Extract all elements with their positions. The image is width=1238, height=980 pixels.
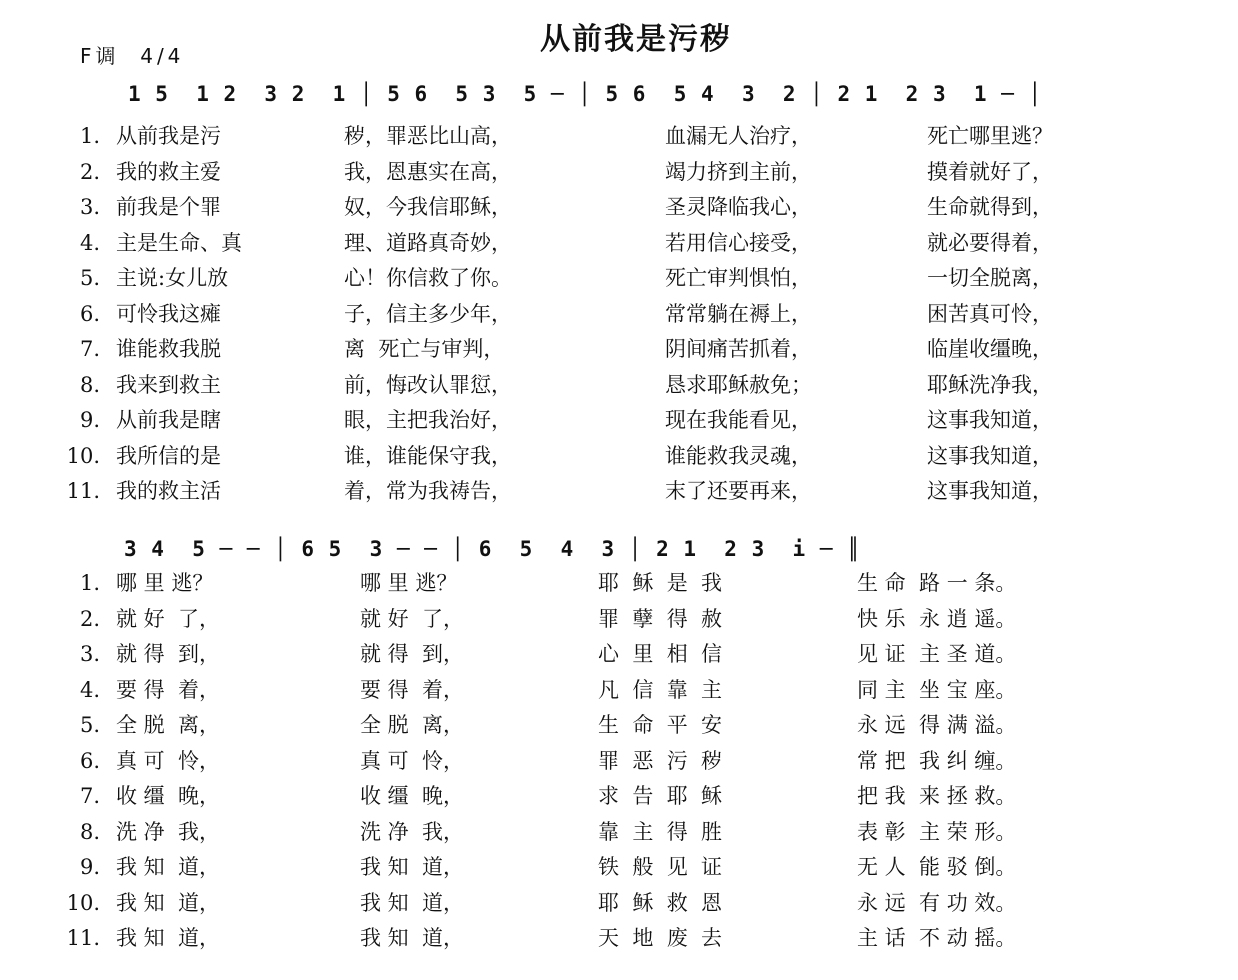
verse-number: 10. <box>66 890 100 915</box>
lyric-phrase: 主是生命、真 <box>116 230 242 255</box>
verse-number: 11. <box>66 926 100 950</box>
verse-row <box>60 297 1180 333</box>
lyric-phrase: 我来到救主 <box>116 372 221 397</box>
lyric-phrase: 全 脱 离， <box>360 713 465 737</box>
notation-line-1: 1 5 1 2 3 2 1 │ 5 6 5 3 5 ─ │ 5 6 5 4 3 2 │ 2 1 2 3 1 ─ │ <box>128 82 1043 106</box>
verses-part-1 <box>60 119 1180 510</box>
lyric-phrase: 我 知 道， <box>360 890 465 915</box>
lyric-phrase: 靠 主 得 胜 <box>598 819 723 844</box>
lyric-phrase: 血漏无人治疗， <box>665 124 812 148</box>
lyric-phrase: 谁能救我脱 <box>116 337 221 361</box>
lyric-phrase: 把 我 来 拯 救。 <box>857 784 1017 808</box>
verse-row <box>60 602 1180 638</box>
lyric-phrase: 困苦真可怜， <box>927 301 1053 326</box>
verse-number: 6. <box>79 748 100 773</box>
lyric-phrase: 我的救主爱 <box>116 159 221 184</box>
lyric-phrase: 竭力挤到主前， <box>665 159 812 184</box>
verse-row <box>60 708 1180 744</box>
verse-number: 4. <box>79 677 100 702</box>
verse-number: 11. <box>66 479 100 503</box>
verse-number: 2. <box>79 159 100 184</box>
lyric-phrase: 就必要得着， <box>927 230 1053 255</box>
verse-row <box>60 439 1180 475</box>
lyric-phrase: 要 得 着， <box>116 677 221 702</box>
verse-number: 9. <box>79 408 100 432</box>
key-signature: F调 4/4 <box>80 44 185 68</box>
lyric-phrase: 我 知 道， <box>116 855 221 879</box>
verse-number: 10. <box>66 443 100 468</box>
lyric-phrase: 洗 净 我， <box>360 819 465 844</box>
lyric-phrase: 可怜我这瘫 <box>116 301 221 326</box>
notation-line-2: 3 4 5 ─ ─ │ 6 5 3 ─ ─ │ 6 5 4 3 │ 2 1 2 3 i ─ ║ <box>124 537 861 561</box>
lyric-phrase: 从前我是瞎 <box>116 408 221 432</box>
lyric-phrase: 求 告 耶 稣 <box>598 784 723 808</box>
lyric-phrase: 天 地 废 去 <box>598 926 723 950</box>
lyric-phrase: 永 远 有 功 效。 <box>857 890 1017 915</box>
song-title: 从前我是污秽 <box>540 22 732 57</box>
lyric-phrase: 耶 稣 救 恩 <box>598 890 723 915</box>
lyric-phrase: 子，信主多少年， <box>344 301 512 326</box>
verse-number: 1. <box>79 124 100 148</box>
lyric-phrase: 要 得 着， <box>360 677 465 702</box>
lyric-phrase: 生命就得到， <box>927 195 1053 219</box>
lyric-phrase: 我 知 道， <box>116 890 221 915</box>
lyric-phrase: 生 命 平 安 <box>598 713 723 737</box>
lyric-phrase: 就 得 到， <box>116 642 221 666</box>
lyric-phrase: 前，悔改认罪愆， <box>344 372 512 397</box>
lyric-phrase: 恳求耶稣赦免； <box>665 372 812 397</box>
lyric-phrase: 临崖收缰晚， <box>927 337 1053 361</box>
lyric-phrase: 罪 恶 污 秽 <box>598 748 723 773</box>
verse-number: 9. <box>79 855 100 879</box>
verse-number: 5. <box>79 713 100 737</box>
verse-row <box>60 744 1180 780</box>
lyric-phrase: 生 命 路 一 条。 <box>857 571 1017 595</box>
lyric-phrase: 耶稣洗净我， <box>927 372 1053 397</box>
lyric-phrase: 我所信的是 <box>116 443 221 468</box>
lyric-phrase: 这事我知道， <box>927 443 1053 468</box>
verse-row <box>60 850 1180 886</box>
lyric-phrase: 见 证 主 圣 道。 <box>857 642 1017 666</box>
lyric-phrase: 快 乐 永 逍 遥。 <box>857 606 1017 631</box>
verse-number: 6. <box>79 301 100 326</box>
verse-number: 3. <box>79 642 100 666</box>
verse-row <box>60 566 1180 602</box>
lyric-phrase: 无 人 能 驳 倒。 <box>857 855 1017 879</box>
lyric-phrase: 谁能救我灵魂， <box>665 443 812 468</box>
verse-number: 8. <box>79 372 100 397</box>
lyric-phrase: 耶 稣 是 我 <box>598 571 723 595</box>
lyric-phrase: 从前我是污 <box>116 124 221 148</box>
verse-row <box>60 637 1180 673</box>
verse-number: 5. <box>79 266 100 290</box>
lyric-phrase: 我 知 道， <box>360 855 465 879</box>
verse-row <box>60 190 1180 226</box>
lyric-phrase: 这事我知道， <box>927 479 1053 503</box>
lyric-phrase: 主说:女儿放 <box>116 266 229 290</box>
lyric-phrase: 收 缰 晚， <box>360 784 465 808</box>
lyric-phrase: 离 死亡与审判， <box>344 337 505 361</box>
verse-row <box>60 261 1180 297</box>
lyric-phrase: 着，常为我祷告， <box>344 479 512 503</box>
lyric-phrase: 常常躺在褥上， <box>665 301 812 326</box>
lyric-phrase: 就 好 了， <box>360 606 465 631</box>
lyric-phrase: 前我是个罪 <box>116 195 221 219</box>
verses-part-2 <box>60 566 1180 957</box>
lyric-phrase: 真 可 怜， <box>116 748 221 773</box>
verse-row <box>60 155 1180 191</box>
lyric-phrase: 这事我知道， <box>927 408 1053 432</box>
verse-number: 8. <box>79 819 100 844</box>
lyric-phrase: 一切全脱离， <box>927 266 1053 290</box>
lyric-phrase: 哪 里 逃？ <box>360 571 458 595</box>
verse-number: 4. <box>79 230 100 255</box>
lyric-phrase: 洗 净 我， <box>116 819 221 844</box>
lyric-phrase: 主 话 不 动 摇。 <box>857 926 1017 950</box>
lyric-phrase: 同 主 坐 宝 座。 <box>857 677 1017 702</box>
lyric-phrase: 心！你信救了你。 <box>344 266 512 290</box>
verse-row <box>60 403 1180 439</box>
lyric-phrase: 谁，谁能保守我， <box>344 443 512 468</box>
lyric-phrase: 铁 般 见 证 <box>598 855 723 879</box>
lyric-phrase: 死亡审判惧怕， <box>665 266 812 290</box>
lyric-phrase: 真 可 怜， <box>360 748 465 773</box>
lyric-phrase: 我 知 道， <box>116 926 221 950</box>
lyric-phrase: 阴间痛苦抓着， <box>665 337 812 361</box>
verse-row <box>60 886 1180 922</box>
lyric-phrase: 末了还要再来， <box>665 479 812 503</box>
lyric-phrase: 现在我能看见， <box>665 408 812 432</box>
verse-row <box>60 779 1180 815</box>
lyric-phrase: 我 知 道， <box>360 926 465 950</box>
lyric-phrase: 就 好 了， <box>116 606 221 631</box>
verse-row <box>60 921 1180 957</box>
verse-number: 1. <box>79 571 100 595</box>
lyric-phrase: 罪 孽 得 赦 <box>598 606 723 631</box>
lyric-phrase: 理、道路真奇妙， <box>344 230 512 255</box>
verse-row <box>60 474 1180 510</box>
lyric-phrase: 凡 信 靠 主 <box>598 677 723 702</box>
lyric-phrase: 眼，主把我治好， <box>344 408 512 432</box>
lyric-phrase: 圣灵降临我心， <box>665 195 812 219</box>
verse-row <box>60 226 1180 262</box>
lyric-phrase: 收 缰 晚， <box>116 784 221 808</box>
verse-number: 2. <box>79 606 100 631</box>
verse-row <box>60 332 1180 368</box>
verse-number: 3. <box>79 195 100 219</box>
lyric-phrase: 就 得 到， <box>360 642 465 666</box>
lyric-phrase: 秽，罪恶比山高， <box>344 124 512 148</box>
lyric-phrase: 若用信心接受， <box>665 230 812 255</box>
verse-number: 7. <box>79 337 100 361</box>
verse-row <box>60 119 1180 155</box>
lyric-phrase: 常 把 我 纠 缠。 <box>857 748 1017 773</box>
verse-row <box>60 673 1180 709</box>
lyric-phrase: 死亡哪里逃？ <box>927 124 1053 148</box>
verse-number: 7. <box>79 784 100 808</box>
verse-row <box>60 815 1180 851</box>
lyric-phrase: 我，恩惠实在高， <box>344 159 512 184</box>
lyric-phrase: 哪 里 逃？ <box>116 571 214 595</box>
lyric-phrase: 摸着就好了， <box>927 159 1053 184</box>
lyric-phrase: 全 脱 离， <box>116 713 221 737</box>
lyric-phrase: 我的救主活 <box>116 479 221 503</box>
lyric-phrase: 永 远 得 满 溢。 <box>857 713 1017 737</box>
lyric-phrase: 表 彰 主 荣 形。 <box>857 819 1017 844</box>
lyric-phrase: 奴，今我信耶稣， <box>344 195 512 219</box>
lyric-phrase: 心 里 相 信 <box>598 642 723 666</box>
verse-row <box>60 368 1180 404</box>
